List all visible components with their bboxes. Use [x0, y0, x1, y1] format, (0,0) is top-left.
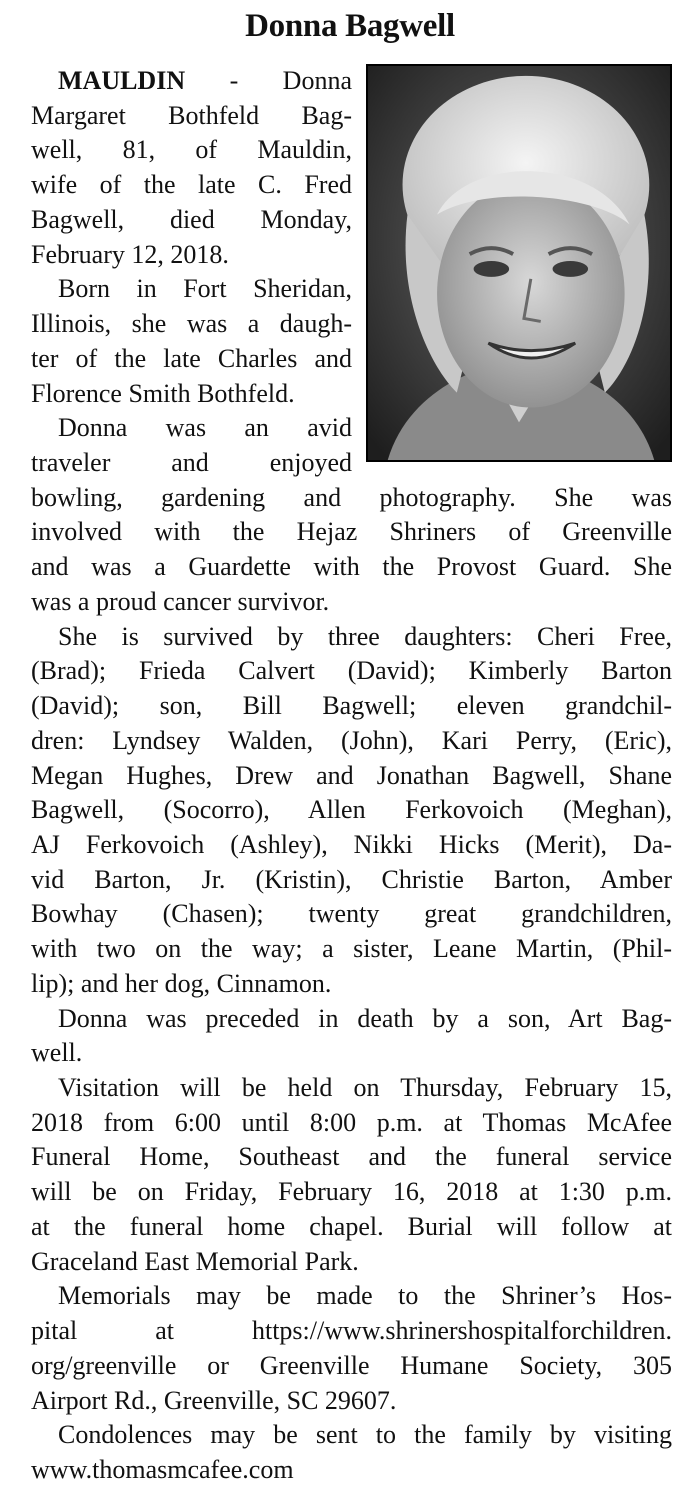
text-line: Bowhay (Chasen); twenty great grandchildren,: [31, 899, 672, 928]
portrait-image: [368, 66, 670, 460]
text-line: [58, 66, 352, 96]
text-line: Visitation will be held on Thursday, February 15,: [58, 1073, 672, 1102]
text-line: She is survived by three daughters: Cheri Free,: [58, 622, 672, 651]
text-line: involved with the Hejaz Shriners of Greenville: [31, 517, 672, 546]
text-line: at the funeral home chapel. Burial will follow at: [31, 1212, 672, 1241]
text-line: (David); son, Bill Bagwell; eleven grandchil-: [31, 691, 672, 720]
text-line: Megan Hughes, Drew and Jonathan Bagwell, Shane: [31, 761, 672, 790]
text-line: AJ Ferkovoich (Ashley), Nikki Hicks (Merit), Da-: [31, 830, 672, 859]
dateline-rest: - Donna: [185, 66, 352, 95]
text-line: Illinois, she was a daugh-: [31, 309, 352, 338]
text-line: Funeral Home, Southeast and the funeral service: [31, 1142, 672, 1171]
text-line: well, 81, of Mauldin,: [31, 135, 352, 164]
text-line: lip); and her dog, Cinnamon.: [31, 969, 332, 998]
text-line: well.: [31, 1038, 83, 1067]
text-line: 2018 from 6:00 until 8:00 p.m. at Thomas McAfee: [31, 1108, 672, 1137]
text-line: with two on the way; a sister, Leane Martin, (Phil-: [31, 934, 672, 963]
portrait-photo: [366, 64, 672, 462]
text-line: (Brad); Frieda Calvert (David); Kimberly Barton: [31, 656, 672, 685]
text-line: Bagwell, (Socorro), Allen Ferkovoich (Meghan),: [31, 795, 672, 824]
dateline: MAULDIN: [58, 66, 186, 95]
text-line: Graceland East Memorial Park.: [31, 1247, 359, 1276]
text-line: Airport Rd., Greenville, SC 29607.: [31, 1386, 397, 1415]
text-line: traveler and enjoyed: [31, 448, 352, 477]
text-line: pital at https://www.shrinershospitalforchildren.: [31, 1316, 672, 1345]
website-text: www.thomasmcafee.com: [31, 1455, 294, 1484]
obituary-title: Donna Bagwell: [245, 8, 455, 44]
text-line: vid Barton, Jr. (Kristin), Christie Barton, Amber: [31, 865, 672, 894]
text-line: was a proud cancer survivor.: [31, 587, 330, 616]
text-line: bowling, gardening and photography. She was: [31, 483, 672, 512]
text-line: Donna was an avid: [58, 413, 352, 442]
text-line: and was a Guardette with the Provost Guard. She: [31, 552, 672, 581]
text-line: Donna was preceded in death by a son, Art Bag-: [58, 1004, 672, 1033]
text-line: Condolences may be sent to the family by visiting: [58, 1420, 672, 1449]
text-line: February 12, 2018.: [31, 240, 229, 269]
text-line: org/greenville or Greenville Humane Society, 305: [31, 1351, 672, 1380]
text-line: Bagwell, died Monday,: [31, 205, 352, 234]
text-line: dren: Lyndsey Walden, (John), Kari Perry, (Eric),: [31, 726, 672, 755]
text-line: Born in Fort Sheridan,: [58, 274, 352, 303]
text-line: Florence Smith Bothfeld.: [31, 379, 295, 408]
text-line: Margaret Bothfeld Bag-: [31, 101, 352, 130]
text-line: wife of the late C. Fred: [31, 170, 352, 199]
text-line: Memorials may be made to the Shriner’s Hos-: [58, 1281, 672, 1310]
text-line: will be on Friday, February 16, 2018 at 1:30 p.m.: [31, 1177, 672, 1206]
text-line: ter of the late Charles and: [31, 344, 352, 373]
